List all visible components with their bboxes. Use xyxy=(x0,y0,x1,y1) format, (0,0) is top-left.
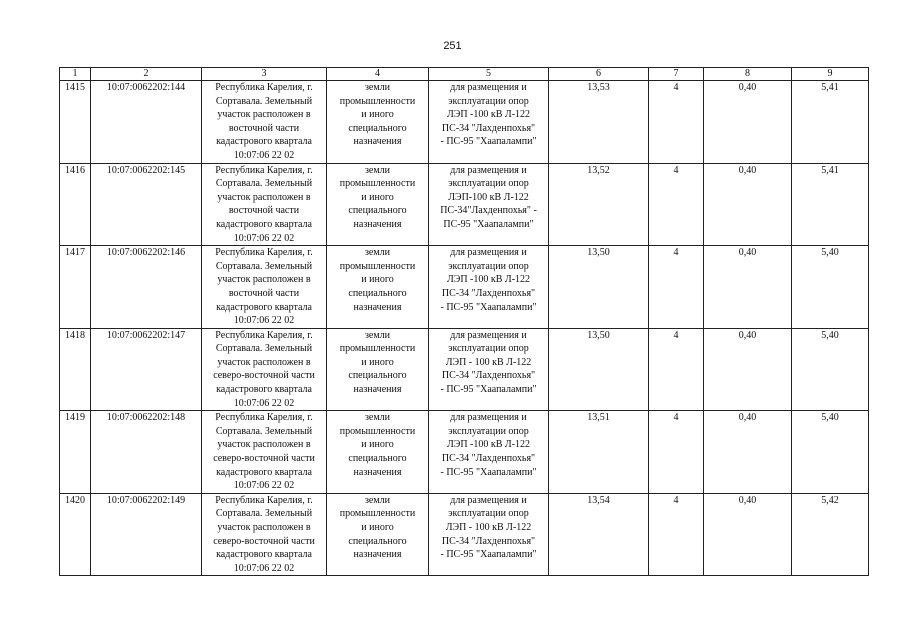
value-cell-col-8: 0,40 xyxy=(704,81,792,164)
page-number: 251 xyxy=(443,40,462,52)
value-cell-col-9: 5,40 xyxy=(792,246,869,329)
table-row xyxy=(60,81,869,164)
header-cell-col-3: 3 xyxy=(202,68,327,81)
value-cell-col-7: 4 xyxy=(649,493,704,576)
permitted-use-cell: для размещения и эксплуатации опор ЛЭП - 100 кВ Л-122 ПС-34 "Лахденпохья" - ПС-95 "Хаапалампи" xyxy=(429,493,549,576)
value-cell-col-9: 5,40 xyxy=(792,411,869,494)
table-row xyxy=(60,493,869,576)
land-category-cell: земли промышленности и иного специального назначения xyxy=(327,163,429,246)
row-number-cell: 1416 xyxy=(60,163,91,246)
value-cell-col-6: 13,54 xyxy=(549,493,649,576)
permitted-use-cell: для размещения и эксплуатации опор ЛЭП-100 кВ Л-122 ПС-34"Лахденпохья" - ПС-95 "Хаапалампи" xyxy=(429,163,549,246)
permitted-use-cell: для размещения и эксплуатации опор ЛЭП - 100 кВ Л-122 ПС-34 "Лахденпохья" - ПС-95 "Хаапалампи" xyxy=(429,328,549,411)
value-cell-col-7: 4 xyxy=(649,246,704,329)
row-number-cell: 1420 xyxy=(60,493,91,576)
permitted-use-cell: для размещения и эксплуатации опор ЛЭП -100 кВ Л-122 ПС-34 "Лахденпохья" - ПС-95 "Хаапалампи" xyxy=(429,81,549,164)
header-cell-col-7: 7 xyxy=(649,68,704,81)
header-row xyxy=(60,68,869,81)
value-cell-col-8: 0,40 xyxy=(704,246,792,329)
location-cell: Республика Карелия, г. Сортавала. Земельный участок расположен в восточной части кадастрового квартала 10:07:06 22 02 xyxy=(202,246,327,329)
land-category-cell: земли промышленности и иного специального назначения xyxy=(327,246,429,329)
row-number-cell: 1415 xyxy=(60,81,91,164)
land-category-cell: земли промышленности и иного специального назначения xyxy=(327,328,429,411)
header-cell-col-4: 4 xyxy=(327,68,429,81)
value-cell-col-8: 0,40 xyxy=(704,163,792,246)
header-cell-col-6: 6 xyxy=(549,68,649,81)
location-cell: Республика Карелия, г. Сортавала. Земельный участок расположен в восточной части кадастрового квартала 10:07:06 22 02 xyxy=(202,81,327,164)
cadastral-number-cell: 10:07:0062202:147 xyxy=(91,328,202,411)
permitted-use-cell: для размещения и эксплуатации опор ЛЭП -100 кВ Л-122 ПС-34 "Лахденпохья" - ПС-95 "Хаапалампи" xyxy=(429,411,549,494)
value-cell-col-8: 0,40 xyxy=(704,411,792,494)
cadastral-number-cell: 10:07:0062202:145 xyxy=(91,163,202,246)
row-number-cell: 1417 xyxy=(60,246,91,329)
location-cell: Республика Карелия, г. Сортавала. Земельный участок расположен в северо-восточной части кадастрового квартала 10:07:06 22 02 xyxy=(202,493,327,576)
value-cell-col-8: 0,40 xyxy=(704,493,792,576)
table-row xyxy=(60,328,869,411)
location-cell: Республика Карелия, г. Сортавала. Земельный участок расположен в северо-восточной части кадастрового квартала 10:07:06 22 02 xyxy=(202,328,327,411)
cadastral-number-cell: 10:07:0062202:144 xyxy=(91,81,202,164)
header-cell-col-9: 9 xyxy=(792,68,869,81)
land-plots-table xyxy=(59,67,869,576)
cadastral-number-cell: 10:07:0062202:149 xyxy=(91,493,202,576)
value-cell-col-6: 13,52 xyxy=(549,163,649,246)
location-cell: Республика Карелия, г. Сортавала. Земельный участок расположен в восточной части кадастрового квартала 10:07:06 22 02 xyxy=(202,163,327,246)
row-number-cell: 1418 xyxy=(60,328,91,411)
table-row xyxy=(60,411,869,494)
value-cell-col-7: 4 xyxy=(649,163,704,246)
value-cell-col-9: 5,41 xyxy=(792,81,869,164)
cadastral-number-cell: 10:07:0062202:148 xyxy=(91,411,202,494)
value-cell-col-6: 13,50 xyxy=(549,246,649,329)
value-cell-col-6: 13,53 xyxy=(549,81,649,164)
value-cell-col-9: 5,42 xyxy=(792,493,869,576)
table-row xyxy=(60,246,869,329)
land-category-cell: земли промышленности и иного специального назначения xyxy=(327,493,429,576)
land-category-cell: земли промышленности и иного специального назначения xyxy=(327,81,429,164)
land-category-cell: земли промышленности и иного специального назначения xyxy=(327,411,429,494)
cadastral-number-cell: 10:07:0062202:146 xyxy=(91,246,202,329)
value-cell-col-9: 5,40 xyxy=(792,328,869,411)
table-row xyxy=(60,163,869,246)
value-cell-col-7: 4 xyxy=(649,81,704,164)
row-number-cell: 1419 xyxy=(60,411,91,494)
value-cell-col-7: 4 xyxy=(649,328,704,411)
value-cell-col-7: 4 xyxy=(649,411,704,494)
header-cell-col-2: 2 xyxy=(91,68,202,81)
value-cell-col-6: 13,51 xyxy=(549,411,649,494)
value-cell-col-8: 0,40 xyxy=(704,328,792,411)
permitted-use-cell: для размещения и эксплуатации опор ЛЭП -100 кВ Л-122 ПС-34 "Лахденпохья" - ПС-95 "Хаапалампи" xyxy=(429,246,549,329)
header-cell-col-8: 8 xyxy=(704,68,792,81)
location-cell: Республика Карелия, г. Сортавала. Земельный участок расположен в северо-восточной части кадастрового квартала 10:07:06 22 02 xyxy=(202,411,327,494)
value-cell-col-9: 5,41 xyxy=(792,163,869,246)
value-cell-col-6: 13,50 xyxy=(549,328,649,411)
header-cell-col-1: 1 xyxy=(60,68,91,81)
header-cell-col-5: 5 xyxy=(429,68,549,81)
